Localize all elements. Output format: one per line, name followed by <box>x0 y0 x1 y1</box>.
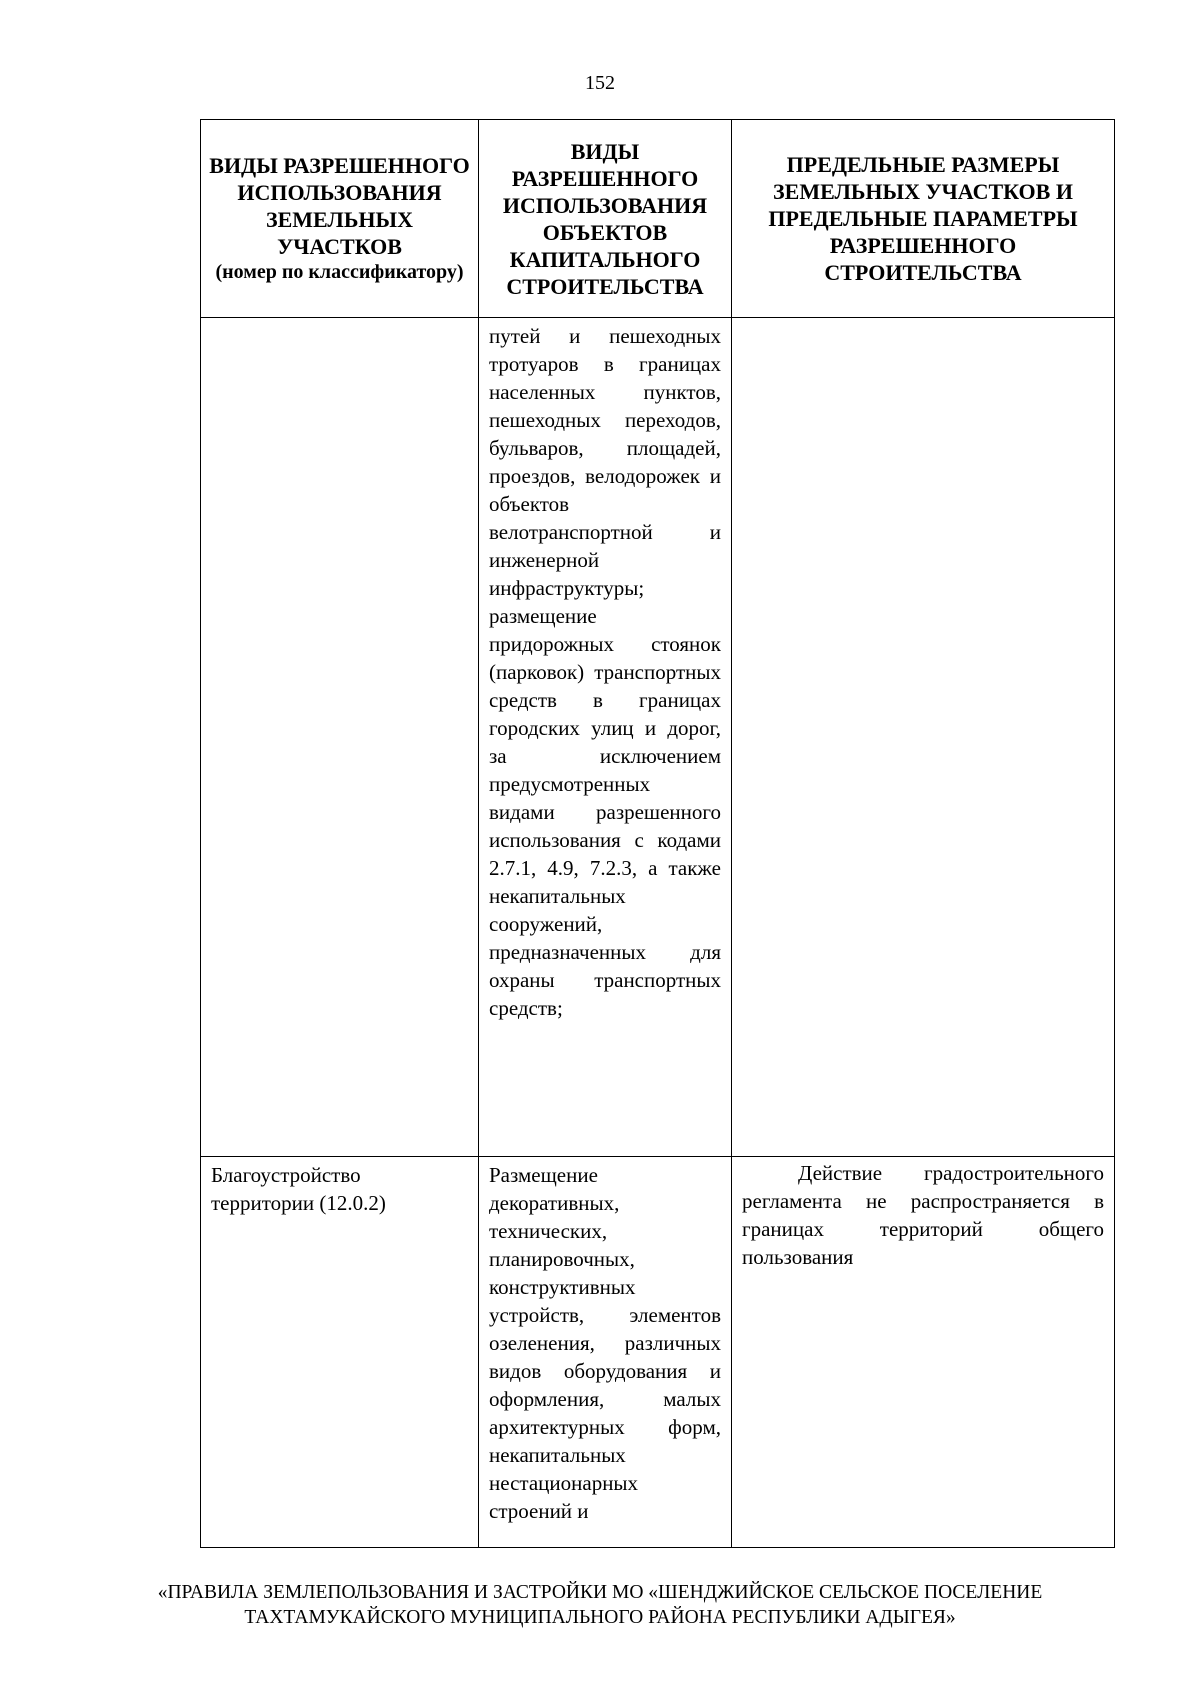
header-land-use-types <box>201 120 479 318</box>
table-cell-land-use <box>201 318 479 1157</box>
table-cell-parameters <box>732 1157 1115 1548</box>
table-cell-construction-use <box>479 1157 732 1548</box>
header-construction-use-types: ВИДЫ РАЗРЕШЕННОГО ИСПОЛЬЗОВАНИЯ ОБЪЕКТОВ КАПИТАЛЬНОГО СТРОИТЕЛЬСТВА <box>479 120 732 318</box>
construction-use-text: путей и пешеходных тротуаров в границах населенных пунктов, пешеходных переходов, бульваров, площадей, проездов, велодорожек и объектов велотранспортной и инженерной инфраструктуры; размещение придорожных стоянок (парковок) транспортных средств в границах городских улиц и дорог, за исключением предусмотренных видами разрешенного использования с кодами 2.7.1, 4.9, 7.2.3, а также некапитальных сооружений, предназначенных для охраны транспортных средств; <box>489 324 721 1020</box>
table-cell-parameters <box>732 318 1115 1157</box>
table-header-row <box>201 120 1115 318</box>
document-footer <box>0 1580 1200 1630</box>
parameters-text: Действие градостроительного регламента не распространяется в границах территорий общего пользования <box>742 1161 1104 1269</box>
table-row <box>201 318 1115 1157</box>
construction-use-text: Размещение декоративных, технических, планировочных, конструктивных устройств, элементов озеленения, различных видов оборудования и оформления, малых архитектурных форм, некапитальных нестационарных строений и <box>489 1163 721 1523</box>
land-use-text: Благоустройство территории (12.0.2) <box>211 1163 386 1215</box>
table-cell-land-use <box>201 1157 479 1548</box>
header-classifier-note: (номер по классификатору) <box>215 261 464 283</box>
footer-line-1: «ПРАВИЛА ЗЕМЛЕПОЛЬЗОВАНИЯ И ЗАСТРОЙКИ МО «ШЕНДЖИЙСКОЕ СЕЛЬСКОЕ ПОСЕЛЕНИЕ <box>157 1582 1043 1603</box>
header-land-use-types-title: ВИДЫ РАЗРЕШЕННОГО ИСПОЛЬЗОВАНИЯ ЗЕМЕЛЬНЫХ УЧАСТКОВ <box>209 153 470 259</box>
regulations-table <box>200 119 1115 1548</box>
page-number: 152 <box>585 72 615 94</box>
footer-line-2: ТАХТАМУКАЙСКОГО МУНИЦИПАЛЬНОГО РАЙОНА РЕСПУБЛИКИ АДЫГЕЯ» <box>244 1607 956 1628</box>
header-limit-parameters: ПРЕДЕЛЬНЫЕ РАЗМЕРЫ ЗЕМЕЛЬНЫХ УЧАСТКОВ И ПРЕДЕЛЬНЫЕ ПАРАМЕТРЫ РАЗРЕШЕННОГО СТРОИТЕЛЬСТВА <box>732 120 1115 318</box>
table-row <box>201 1157 1115 1548</box>
table-cell-construction-use <box>479 318 732 1157</box>
